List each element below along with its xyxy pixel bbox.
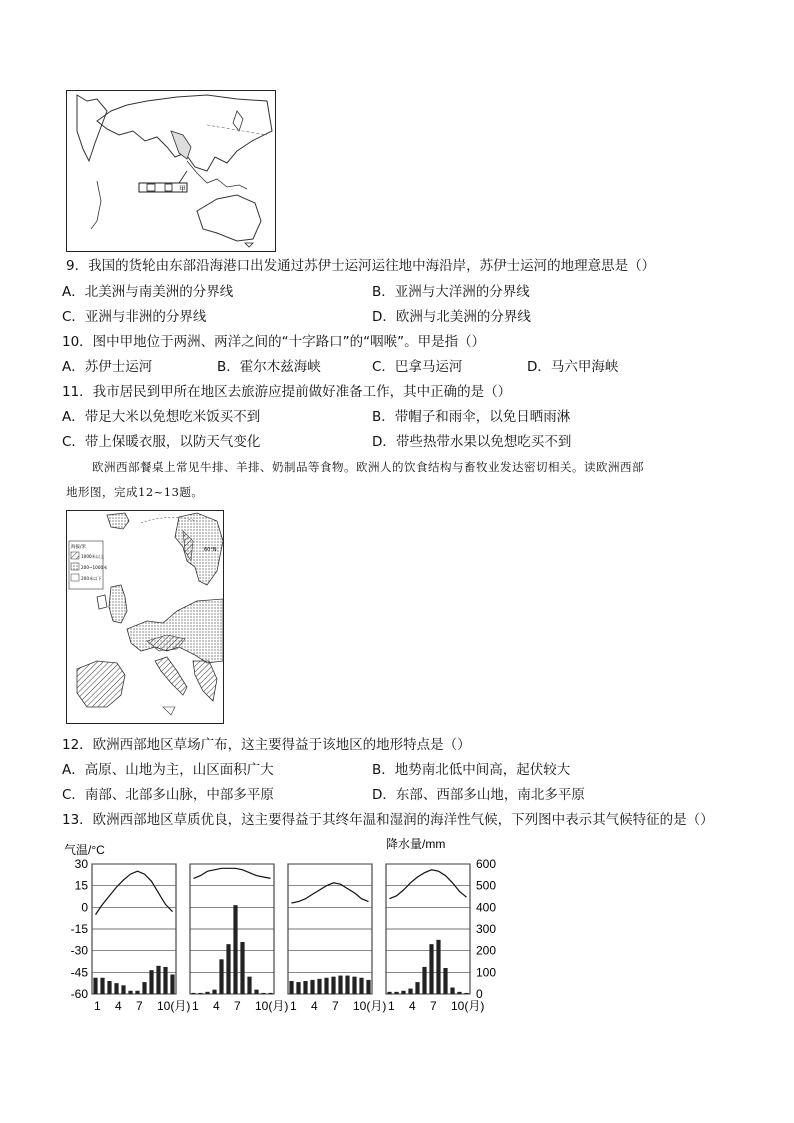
precipitation-bar	[331, 977, 335, 994]
climate-chart-panel-1	[92, 864, 190, 1013]
precipitation-bar	[443, 968, 447, 994]
precipitation-bar	[114, 983, 118, 994]
intro-line-2: 地形图，完成12~13题。	[66, 485, 204, 499]
month-tick-label: 1	[192, 999, 199, 1013]
precipitation-tick-label: 0	[476, 987, 483, 1001]
q11-option-a: A．带足大米以免想吃米饭买不到	[62, 409, 261, 425]
month-tick-label: 4	[409, 999, 416, 1013]
climate-chart-panel-4	[386, 864, 484, 1013]
q10-option-c: C．巴拿马运河	[372, 359, 463, 375]
precipitation-tick-label: 400	[476, 900, 497, 915]
precipitation-bar	[289, 981, 293, 994]
month-tick-label: 4	[115, 999, 122, 1013]
precipitation-bar	[338, 976, 342, 994]
month-tick-label: 7	[234, 999, 241, 1013]
q11-option-d: D．带些热带水果以免想吃买不到	[372, 434, 572, 450]
month-tick-label: 7	[430, 999, 437, 1013]
q9-stem: 9．我国的货轮由东部沿海港口出发通过苏伊士运河运往地中海沿岸，苏伊士运河的地理意思是（）	[66, 258, 656, 274]
precipitation-bar	[93, 978, 97, 994]
precipitation-bar	[464, 993, 468, 994]
temperature-tick-label: -60	[70, 987, 88, 1001]
map2-legend-item-1: 1000米以上	[81, 554, 105, 559]
temperature-line	[96, 871, 173, 914]
map2-legend-item-3: 200米以下	[81, 576, 102, 581]
q12-option-a: A．高原、山地为主，山区面积广大	[62, 762, 274, 778]
precipitation-axis-label: 降水量/mm	[386, 837, 446, 851]
precipitation-bar	[457, 992, 461, 994]
map2-lat-label: 60°N	[204, 547, 217, 553]
month-tick-label: 10(月)	[157, 999, 191, 1013]
temperature-tick-label: -30	[70, 943, 88, 958]
precipitation-bar	[219, 959, 223, 994]
map2-legend-title: 海拔/米	[71, 545, 87, 550]
q10-stem: 10．图中甲地位于两洲、两洋之间的“十字路口”的“咽喉”。甲是指（）	[62, 334, 486, 350]
precipitation-bar	[359, 978, 363, 994]
precipitation-bar	[387, 992, 391, 994]
precipitation-bar	[142, 982, 146, 994]
precipitation-tick-label: 300	[476, 922, 497, 936]
month-tick-label: 1	[94, 999, 101, 1013]
precipitation-bar	[149, 970, 153, 994]
q12-option-d: D．东部、西部多山地，南北多平原	[372, 787, 585, 803]
q11-option-c: C．带上保暖衣服，以防天气变化	[62, 434, 261, 450]
map2-legend-item-2: 200~1000米	[81, 565, 108, 570]
q10-option-d: D．马六甲海峡	[527, 359, 619, 375]
month-tick-label: 10(月)	[353, 999, 387, 1013]
temperature-tick-label: -15	[70, 922, 88, 936]
map1-label-jia: 甲	[179, 185, 186, 193]
q13-stem: 13．欧洲西部地区草质优良，这主要得益于其终年温和湿润的海洋性气候，下列图中表示其气候特征的是（）	[62, 812, 714, 828]
q9-option-c: C．亚洲与非洲的分界线	[62, 309, 207, 325]
precipitation-bar	[415, 982, 419, 994]
temperature-tick-label: -45	[70, 965, 88, 980]
precipitation-tick-label: 600	[476, 857, 497, 871]
precipitation-bar	[191, 993, 195, 994]
asia-australia-map	[66, 90, 276, 252]
month-tick-label: 7	[136, 999, 143, 1013]
precipitation-bar	[128, 991, 132, 994]
precipitation-bar	[254, 990, 258, 994]
q12-option-b: B．地势南北低中间高，起伏较大	[372, 762, 571, 778]
climate-charts-svg	[60, 832, 530, 1022]
q10-option-b: B．霍尔木兹海峡	[217, 359, 321, 375]
q9-option-d: D．欧洲与北美洲的分界线	[372, 309, 531, 325]
month-tick-label: 4	[311, 999, 318, 1013]
temperature-axis-label: 气温/°C	[64, 843, 105, 857]
precipitation-bar	[394, 992, 398, 994]
precipitation-bar	[408, 989, 412, 994]
precipitation-tick-label: 100	[476, 965, 497, 980]
precipitation-bar	[100, 978, 104, 994]
precipitation-bar	[226, 944, 230, 994]
precipitation-bar	[422, 967, 426, 994]
precipitation-bar	[296, 982, 300, 994]
precipitation-bar	[401, 991, 405, 994]
temperature-tick-label: 30	[74, 857, 88, 871]
precipitation-bar	[247, 977, 251, 994]
month-tick-label: 1	[388, 999, 395, 1013]
climate-charts	[60, 832, 530, 1022]
precipitation-tick-label: 500	[476, 878, 497, 893]
q11-option-b: B．带帽子和雨伞，以免日晒雨淋	[372, 409, 571, 425]
q9-option-b: B．亚洲与大洋洲的分界线	[372, 284, 530, 300]
precipitation-bar	[121, 985, 125, 994]
climate-chart-panel-2	[190, 864, 288, 1013]
precipitation-bar	[198, 993, 202, 994]
precipitation-bar	[324, 978, 328, 994]
precipitation-bar	[156, 966, 160, 994]
precipitation-bar	[303, 981, 307, 994]
precipitation-bar	[345, 976, 349, 994]
temperature-tick-label: 0	[81, 900, 88, 915]
precipitation-bar	[240, 942, 244, 994]
intro-line-1: 欧洲西部餐桌上常见牛排、羊排、奶制品等食物。欧洲人的饮食结构与畜牧业发达密切相关。读欧洲西部	[92, 460, 644, 474]
precipitation-bar	[450, 988, 454, 995]
month-tick-label: 7	[332, 999, 339, 1013]
precipitation-bar	[107, 981, 111, 994]
precipitation-bar	[205, 992, 209, 994]
precipitation-bar	[163, 967, 167, 994]
precipitation-bar	[436, 940, 440, 994]
q11-stem: 11．我市居民到甲所在地区去旅游应提前做好准备工作，其中正确的是（）	[62, 384, 512, 400]
precipitation-tick-label: 200	[476, 943, 497, 958]
q12-option-c: C．南部、北部多山脉，中部多平原	[62, 787, 274, 803]
precipitation-bar	[135, 991, 139, 994]
precipitation-bar	[170, 975, 174, 995]
precipitation-bar	[212, 990, 216, 994]
precipitation-bar	[352, 977, 356, 994]
temperature-line	[194, 868, 271, 878]
precipitation-bar	[429, 944, 433, 994]
temperature-line	[390, 870, 467, 899]
month-tick-label: 1	[290, 999, 297, 1013]
q10-option-a: A．苏伊士运河	[62, 359, 153, 375]
month-tick-label: 10(月)	[255, 999, 289, 1013]
western-europe-map	[66, 510, 224, 724]
precipitation-bar	[366, 980, 370, 994]
climate-chart-panel-3	[288, 864, 386, 1013]
month-tick-label: 10(月)	[451, 999, 485, 1013]
temperature-tick-label: 15	[74, 878, 88, 893]
western-europe-map-drawing	[67, 511, 223, 723]
q12-stem: 12．欧洲西部地区草场广布，这主要得益于该地区的地形特点是（）	[62, 737, 471, 753]
precipitation-bar	[233, 905, 237, 994]
asia-australia-map-drawing	[67, 91, 275, 251]
q9-option-a: A．北美洲与南美洲的分界线	[62, 284, 234, 300]
precipitation-bar	[268, 993, 272, 994]
precipitation-bar	[317, 979, 321, 994]
month-tick-label: 4	[213, 999, 220, 1013]
precipitation-bar	[261, 993, 265, 994]
precipitation-bar	[310, 980, 314, 994]
